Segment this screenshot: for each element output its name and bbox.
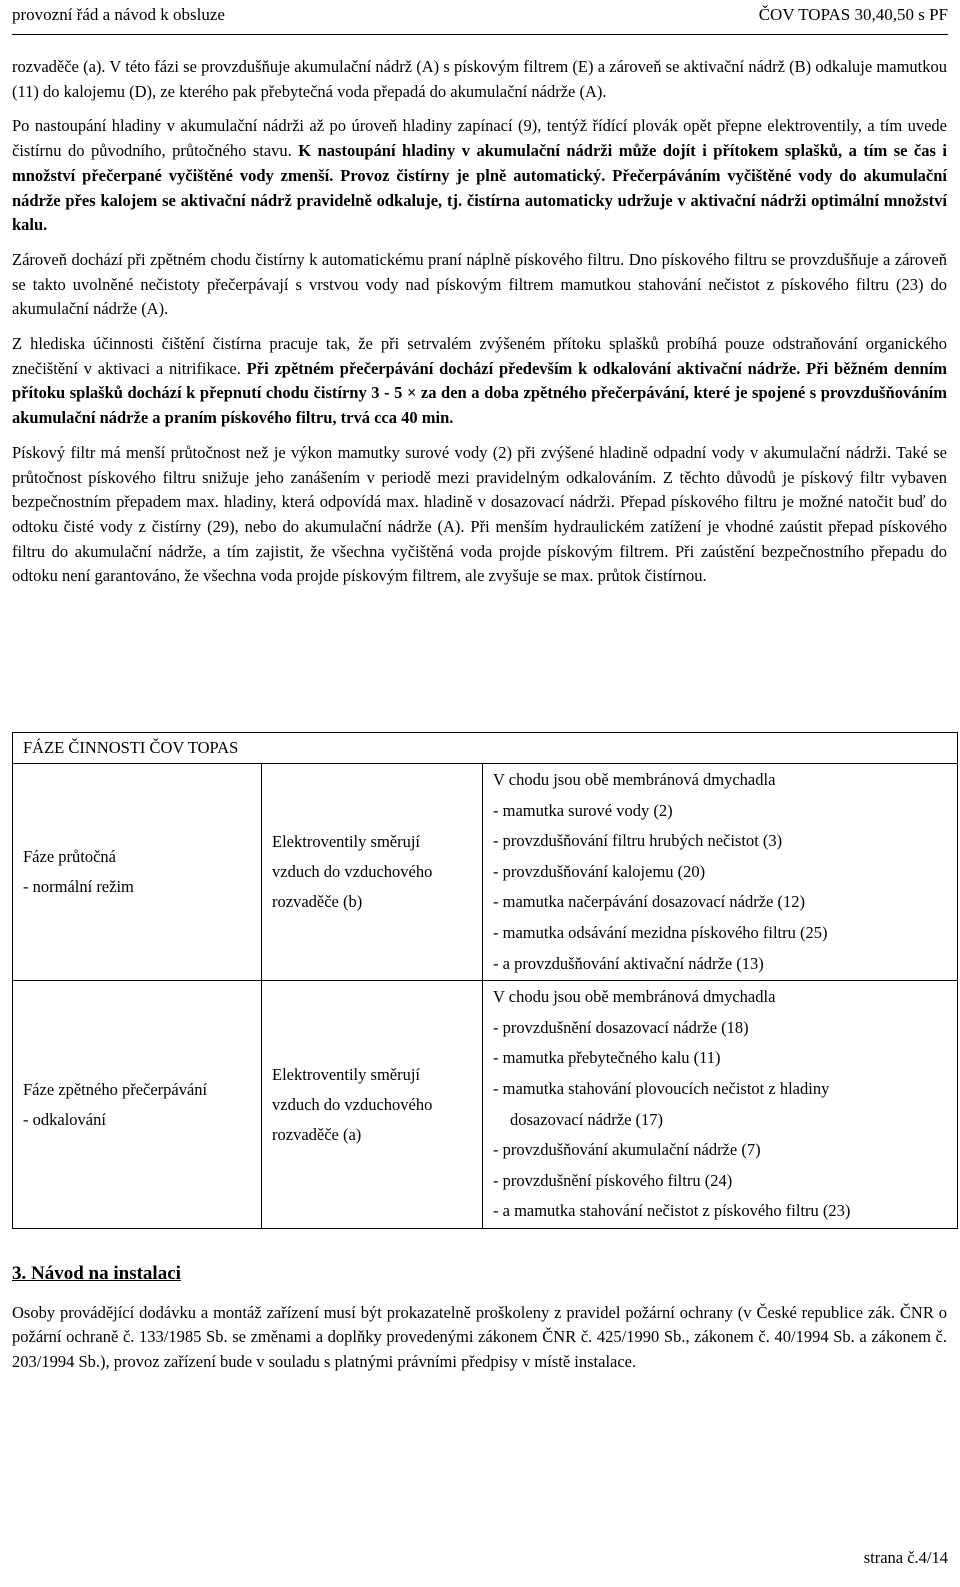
details-line: - mamutka načerpávání dosazovací nádrže (12) [493,892,805,912]
details-line: - provzdušňování kalojemu (20) [493,861,706,881]
valves-line: rozvaděče (a) [272,1124,362,1144]
phase-name: Fáze průtočná [23,847,116,867]
phases-table [12,732,958,1229]
phase-mode: - odkalování [23,1109,106,1129]
valves-line: vzduch do vzduchového [272,862,433,882]
valves-line: Elektroventily směrují [272,832,421,852]
page-number: strana č.4/14 [863,1548,948,1567]
paragraph-2 [12,114,947,238]
table-row [13,764,958,981]
paragraph-3: Zároveň dochází při zpětném chodu čistírny k automatickému praní náplně pískového filtru. Dno pískového filtru se provzdušňuje a zároveň se takto uvolněné nečistoty přečerpávají s vrstvou vody nad pískovým filtrem mamutkou stahování nečistot z pískového filtru (23) do akumulační nádrže (A). [12,249,947,319]
valves-cell [262,981,483,1229]
paragraph-4 [12,332,947,431]
valves-line: rozvaděče (b) [272,892,363,912]
details-line: - provzdušňování filtru hrubých nečistot (3) [493,831,783,851]
details-cell [483,981,958,1229]
details-line: - a mamutka stahování nečistot z pískového filtru (23) [493,1201,851,1221]
details-line: - provzdušnění pískového filtru (24) [493,1170,733,1190]
paragraph-1: rozvaděče (a). V této fázi se provzdušňuje akumulační nádrž (A) s pískovým filtrem (E) a zároveň se aktivační nádrž (B) odkaluje mamutkou (11) do kalojemu (D), ze kterého pak přebytečná voda přepadá do akumulační nádrže (A). [12,57,947,101]
phase-name: Fáze zpětného přečerpávání [23,1079,208,1099]
header-product-name: ČOV TOPAS 30,40,50 s PF [758,5,948,24]
phases-table-wrap [12,732,958,1229]
body-text [12,55,947,599]
table-title-row [13,733,958,764]
details-line: - provzdušnění dosazovací nádrže (18) [493,1017,749,1037]
page-header [12,0,948,35]
valves-line: Elektroventily směrují [272,1064,421,1084]
details-line: - mamutka přebytečného kalu (11) [493,1048,721,1068]
details-line: - provzdušňování akumulační nádrže (7) [493,1140,761,1160]
paragraph-2-bold: K nastoupání hladiny v akumulační nádrži může dojít i přítokem splašků, a tím se čas i množství přečerpané vyčištěné vody zmenší. Provoz čistírny je plně automatický. Přečerpáváním vyčištěné vody do akumulační nádrže přes kalojem se aktivační nádrž pravidelně odkaluje, tj. čistírna automaticky udržuje v aktivační nádrži optimální množství kalu. [12,141,947,235]
phase-cell [13,764,262,981]
details-line: V chodu jsou obě membránová dmychadla [493,770,776,789]
details-cell [483,764,958,981]
details-line: dosazovací nádrže (17) [510,1109,664,1129]
table-title: FÁZE ČINNOSTI ČOV TOPAS [13,733,958,764]
details-line: - mamutka odsávání mezidna pískového filtru (25) [493,922,828,942]
details-line: - a provzdušňování aktivační nádrže (13) [493,953,764,973]
details-line: V chodu jsou obě membránová dmychadla [493,987,776,1007]
paragraph-2-text: Po nastoupání hladiny v akumulační nádrži až po úroveň hladiny zapínací (9), tentýž řídící plovák opět přepne elektroventily, a tím uvede čistírnu do původního, průtočného stavu. [12,116,947,161]
section-heading: 3. Návod na instalaci [12,1263,181,1284]
phase-cell [13,981,262,1229]
details-line: - mamutka surové vody (2) [493,800,673,820]
valves-cell [262,764,483,981]
paragraph-4-text: Z hlediska účinnosti čištění čistírna pracuje tak, že při setrvalém zvýšeném přítoku splašků probíhá pouze odstraňování organického znečištění v aktivaci a nitrifikace. [12,334,947,378]
phase-mode: - normální režim [23,877,134,897]
table-row [13,981,958,1229]
valves-line: vzduch do vzduchového [272,1094,433,1114]
section-paragraph: Osoby provádějící dodávku a montáž zařízení musí být prokazatelně proškoleny z pravidel požární ochrany (v České republice zák. ČNR o požární ochraně č. 133/1985 Sb. se změnami a doplňky provedenými zákonem ČNR č. 425/1990 Sb., zákonem č. 40/1994 Sb. a zákonem č. 203/1994 Sb.), provoz zařízení bude v souladu s platnými právními předpisy v místě instalace. [12,1302,947,1372]
installation-section [12,1262,947,1375]
details-line: - mamutka stahování plovoucích nečistot z hladiny [493,1078,830,1098]
paragraph-5: Pískový filtr má menší průtočnost než je výkon mamutky surové vody (2) při zvýšené hladině odpadní vody v akumulační nádrži. Také se průtočnost pískového filtru snižuje jeho zanášením v periodě mezi pravidelným odkalováním. Z těchto důvodů je pískový filtr vybaven bezpečnostním přepadem max. hladiny, která odpovídá max. hladině v dosazovací nádrži. Přepad pískového filtru je možné natočit buď do odtoku čisté vody z čistírny (29), nebo do akumulační nádrže (A). Při menším hydraulickém zatížení je vhodné zaústit přepad pískového filtru do akumulační nádrže, a tím zajistit, že všechna vyčištěná voda projde pískovým filtrem. Při zaústění bezpečnostního přepadu do odtoku není garantováno, že všechna voda projde pískovým filtrem, ale zvyšuje se max. průtok čistírnou. [12,442,947,586]
paragraph-4-bold: Při zpětném přečerpávání dochází především k odkalování aktivační nádrže. Při běžném denním přítoku splašků dochází k přepnutí chodu čistírny 3 - 5 × za den a doba zpětného přečerpávání, které je spojené s provzdušňováním akumulační nádrže a praním pískového filtru, trvá cca 40 min. [12,358,948,428]
header-document-title: provozní řád a návod k obsluze [12,5,225,24]
